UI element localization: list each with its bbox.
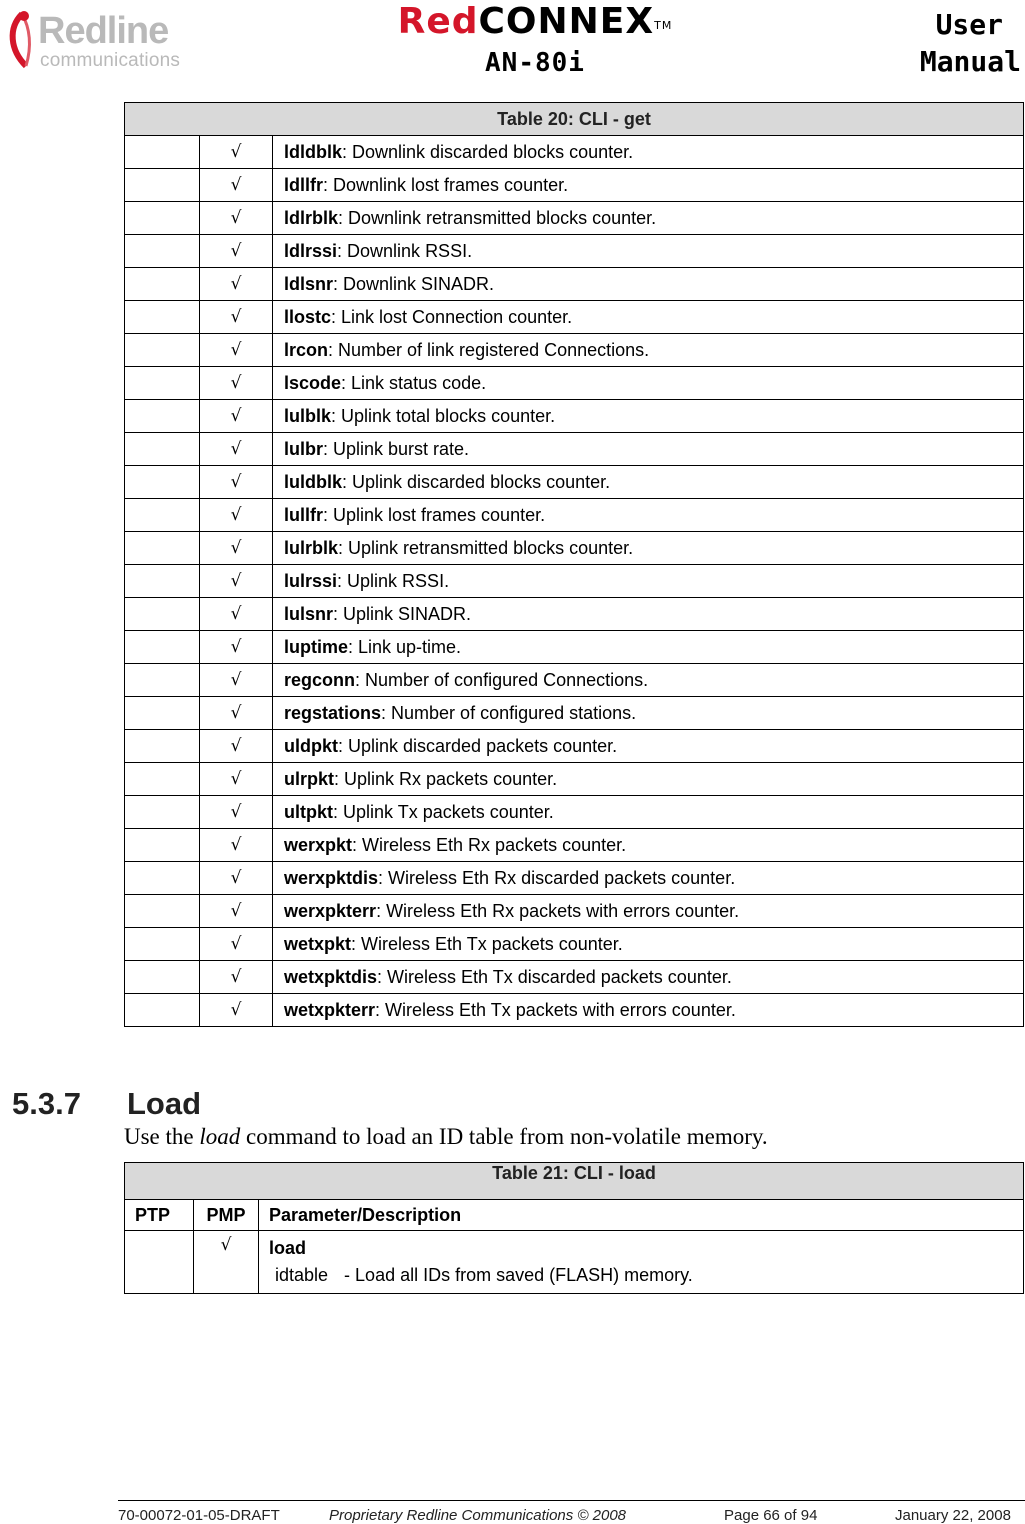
cell-ptp	[125, 730, 200, 763]
cell-pmp-check: √	[200, 829, 273, 862]
cell-ptp	[125, 433, 200, 466]
manual-label-line1: User	[935, 8, 1003, 41]
cell-ptp	[125, 1231, 194, 1294]
table-row	[125, 961, 1024, 994]
cell-parameter	[273, 268, 1024, 301]
parameter-desc: : Uplink SINADR.	[333, 603, 472, 624]
cell-pmp-check: √	[200, 664, 273, 697]
parameter-name: uldpkt	[284, 735, 338, 756]
cell-pmp-check: √	[200, 730, 273, 763]
cell-pmp-check: √	[200, 499, 273, 532]
parameter-desc: : Uplink Tx packets counter.	[333, 801, 554, 822]
cell-parameter	[273, 730, 1024, 763]
parameter-name: ldlrblk	[284, 207, 339, 228]
parameter-desc: : Link up-time.	[348, 636, 462, 657]
cell-parameter	[273, 598, 1024, 631]
trademark-mark: TM	[654, 19, 673, 32]
cell-pmp-check: √	[200, 796, 273, 829]
cell-ptp	[125, 928, 200, 961]
parameter-name: ldldblk	[284, 141, 342, 162]
cell-parameter	[273, 862, 1024, 895]
table-row	[125, 862, 1024, 895]
cell-ptp	[125, 400, 200, 433]
parameter-name: luptime	[284, 636, 349, 657]
table-row	[125, 334, 1024, 367]
parameter-name: wetxpkterr	[284, 999, 376, 1020]
cell-pmp-check: √	[200, 433, 273, 466]
parameter-desc: : Uplink discarded blocks counter.	[342, 471, 611, 492]
cell-parameter	[273, 532, 1024, 565]
parameter-desc: : Wireless Eth Tx packets counter.	[351, 933, 623, 954]
cell-ptp	[125, 763, 200, 796]
parameter-desc: : Uplink RSSI.	[337, 570, 450, 591]
table-row	[125, 169, 1024, 202]
cell-parameter	[273, 169, 1024, 202]
cell-parameter	[273, 400, 1024, 433]
cell-parameter	[273, 664, 1024, 697]
table-row	[125, 367, 1024, 400]
cell-pmp-check: √	[200, 301, 273, 334]
parameter-desc: : Wireless Eth Rx discarded packets counter.	[378, 867, 736, 888]
footer-date: January 22, 2008	[895, 1507, 1011, 1524]
table-row	[125, 466, 1024, 499]
cell-pmp-check: √	[200, 466, 273, 499]
parameter-desc: : Wireless Eth Rx packets with errors counter.	[376, 900, 740, 921]
section-body	[124, 1124, 768, 1150]
table-row	[125, 433, 1024, 466]
parameter-name: luldblk	[284, 471, 342, 492]
table-row	[125, 235, 1024, 268]
table-row	[125, 895, 1024, 928]
parameter-desc: : Downlink discarded blocks counter.	[342, 141, 634, 162]
manual-label-line2: Manual	[919, 45, 1021, 78]
table-row	[125, 268, 1024, 301]
parameter-name: wetxpkt	[284, 933, 352, 954]
cell-ptp	[125, 598, 200, 631]
table-row	[125, 400, 1024, 433]
section-number: 5.3.7	[12, 1086, 81, 1121]
table-row	[125, 928, 1024, 961]
cell-ptp	[125, 994, 200, 1027]
cell-pmp-check: √	[200, 763, 273, 796]
parameter-name: lulsnr	[284, 603, 334, 624]
parameter-name: ldlrssi	[284, 240, 338, 261]
cell-parameter	[259, 1231, 1024, 1294]
footer-divider	[118, 1500, 1025, 1501]
table-row	[125, 532, 1024, 565]
cell-parameter	[273, 928, 1024, 961]
cell-ptp	[125, 235, 200, 268]
logo-subtitle: communications	[40, 50, 181, 71]
parameter-desc: : Uplink Rx packets counter.	[334, 768, 558, 789]
table-row	[125, 136, 1024, 169]
table-header-row	[125, 1200, 1024, 1231]
parameter-name: lulrssi	[284, 570, 338, 591]
table-row	[125, 697, 1024, 730]
parameter-desc: : Downlink SINADR.	[333, 273, 495, 294]
section-body-text: command to load an ID table from non-volatile memory.	[240, 1124, 768, 1149]
cli-load-table	[124, 1162, 1024, 1294]
cell-pmp-check: √	[200, 268, 273, 301]
cell-pmp-check: √	[200, 136, 273, 169]
cell-parameter	[273, 334, 1024, 367]
parameter-name: lulblk	[284, 405, 332, 426]
cell-pmp-check: √	[200, 400, 273, 433]
parameter-desc: : Wireless Eth Rx packets counter.	[352, 834, 627, 855]
cell-ptp	[125, 829, 200, 862]
cell-parameter	[273, 202, 1024, 235]
table-row	[125, 994, 1024, 1027]
section-body-text: Use the	[124, 1124, 200, 1149]
parameter-name: ulrpkt	[284, 768, 335, 789]
cell-ptp	[125, 862, 200, 895]
footer-proprietary: Proprietary Redline Communications © 2008	[329, 1507, 627, 1524]
section-heading	[12, 1086, 201, 1122]
parameter-name: lulrblk	[284, 537, 339, 558]
cell-ptp	[125, 664, 200, 697]
section-title: Load	[127, 1086, 202, 1121]
cell-pmp-check: √	[200, 202, 273, 235]
parameter-desc: : Number of configured stations.	[381, 702, 637, 723]
table-row	[125, 598, 1024, 631]
table-row	[125, 631, 1024, 664]
sub-parameter-name: idtable	[275, 1265, 329, 1285]
parameter-name: lullfr	[284, 504, 323, 525]
parameter-name: load	[269, 1238, 307, 1258]
cell-ptp	[125, 268, 200, 301]
cell-parameter	[273, 499, 1024, 532]
parameter-name: ldlsnr	[284, 273, 334, 294]
product-model: AN-80i	[485, 48, 585, 78]
parameter-desc: : Number of configured Connections.	[355, 669, 649, 690]
table-caption: Table 21: CLI - load	[125, 1163, 1024, 1200]
parameter-desc: : Uplink total blocks counter.	[331, 405, 556, 426]
cell-pmp-check: √	[200, 235, 273, 268]
parameter-name: wetxpktdis	[284, 966, 378, 987]
parameter-sub-line	[269, 1262, 1023, 1289]
parameter-desc: : Number of link registered Connections.	[328, 339, 650, 360]
parameter-name: regstations	[284, 702, 382, 723]
product-name-red: Red	[397, 1, 479, 42]
cell-parameter	[273, 235, 1024, 268]
cell-pmp-check: √	[200, 697, 273, 730]
cell-parameter	[273, 466, 1024, 499]
cli-get-table	[124, 102, 1024, 1027]
cell-ptp	[125, 136, 200, 169]
parameter-name: lrcon	[284, 339, 329, 360]
cell-ptp	[125, 796, 200, 829]
cell-parameter	[273, 631, 1024, 664]
parameter-desc: : Uplink lost frames counter.	[323, 504, 546, 525]
parameter-desc: : Uplink burst rate.	[323, 438, 470, 459]
parameter-desc: : Uplink discarded packets counter.	[338, 735, 618, 756]
product-title	[380, 2, 690, 78]
parameter-name: lscode	[284, 372, 342, 393]
column-header-parameter: Parameter/Description	[259, 1200, 1024, 1231]
table-row	[125, 565, 1024, 598]
parameter-name: llostc	[284, 306, 332, 327]
cell-ptp	[125, 697, 200, 730]
cell-parameter	[273, 136, 1024, 169]
footer-doc-id: 70-00072-01-05-DRAFT	[118, 1507, 280, 1524]
cell-parameter	[273, 565, 1024, 598]
cell-pmp-check: √	[194, 1231, 259, 1294]
cell-pmp-check: √	[200, 598, 273, 631]
cell-pmp-check: √	[200, 565, 273, 598]
cell-ptp	[125, 334, 200, 367]
cell-parameter	[273, 301, 1024, 334]
cell-ptp	[125, 565, 200, 598]
cell-ptp	[125, 202, 200, 235]
parameter-desc: : Downlink RSSI.	[337, 240, 473, 261]
cell-pmp-check: √	[200, 334, 273, 367]
cell-pmp-check: √	[200, 169, 273, 202]
cell-parameter	[273, 829, 1024, 862]
parameter-name: ldllfr	[284, 174, 323, 195]
cell-parameter	[273, 367, 1024, 400]
table-row	[125, 499, 1024, 532]
cell-ptp	[125, 169, 200, 202]
cell-ptp	[125, 532, 200, 565]
parameter-name: ultpkt	[284, 801, 333, 822]
parameter-desc: : Link status code.	[341, 372, 487, 393]
cell-pmp-check: √	[200, 961, 273, 994]
parameter-name: regconn	[284, 669, 356, 690]
parameter-desc: : Downlink lost frames counter.	[323, 174, 569, 195]
cell-ptp	[125, 367, 200, 400]
table-row	[125, 829, 1024, 862]
table-caption: Table 20: CLI - get	[125, 103, 1024, 136]
cell-ptp	[125, 961, 200, 994]
column-header-ptp: PTP	[125, 1200, 194, 1231]
page-header	[0, 0, 1025, 92]
parameter-name: werxpktdis	[284, 867, 379, 888]
logo-wordmark: Redline	[38, 10, 169, 52]
redline-logo	[4, 6, 214, 76]
cell-parameter	[273, 895, 1024, 928]
cell-ptp	[125, 895, 200, 928]
parameter-desc: : Link lost Connection counter.	[331, 306, 573, 327]
table-row	[125, 730, 1024, 763]
table-row	[125, 1231, 1024, 1294]
cell-ptp	[125, 301, 200, 334]
cell-parameter	[273, 796, 1024, 829]
parameter-name: werxpkterr	[284, 900, 377, 921]
cell-ptp	[125, 466, 200, 499]
parameter-desc: : Uplink retransmitted blocks counter.	[338, 537, 634, 558]
cell-ptp	[125, 631, 200, 664]
table-row	[125, 202, 1024, 235]
column-header-pmp: PMP	[194, 1200, 259, 1231]
footer-page-number: Page 66 of 94	[724, 1507, 818, 1524]
table-row	[125, 664, 1024, 697]
section-body-command: load	[199, 1124, 241, 1149]
product-name-black: CONNEX	[478, 1, 655, 42]
manual-label	[920, 6, 1021, 80]
cell-pmp-check: √	[200, 994, 273, 1027]
table-row	[125, 301, 1024, 334]
cell-parameter	[273, 961, 1024, 994]
cell-pmp-check: √	[200, 367, 273, 400]
cell-pmp-check: √	[200, 928, 273, 961]
sub-parameter-desc: - Load all IDs from saved (FLASH) memory.	[344, 1265, 693, 1285]
cell-parameter	[273, 763, 1024, 796]
table-row	[125, 763, 1024, 796]
parameter-desc: : Wireless Eth Tx packets with errors counter.	[375, 999, 736, 1020]
cell-pmp-check: √	[200, 862, 273, 895]
cell-parameter	[273, 994, 1024, 1027]
parameter-desc: : Downlink retransmitted blocks counter.	[338, 207, 657, 228]
parameter-name: werxpkt	[284, 834, 353, 855]
table-caption-row	[125, 103, 1024, 136]
table-caption-row	[125, 1163, 1024, 1200]
cell-ptp	[125, 499, 200, 532]
cell-pmp-check: √	[200, 895, 273, 928]
parameter-desc: : Wireless Eth Tx discarded packets counter.	[377, 966, 732, 987]
cell-parameter	[273, 433, 1024, 466]
parameter-name: lulbr	[284, 438, 323, 459]
cell-parameter	[273, 697, 1024, 730]
table-row	[125, 796, 1024, 829]
cell-pmp-check: √	[200, 532, 273, 565]
cell-pmp-check: √	[200, 631, 273, 664]
